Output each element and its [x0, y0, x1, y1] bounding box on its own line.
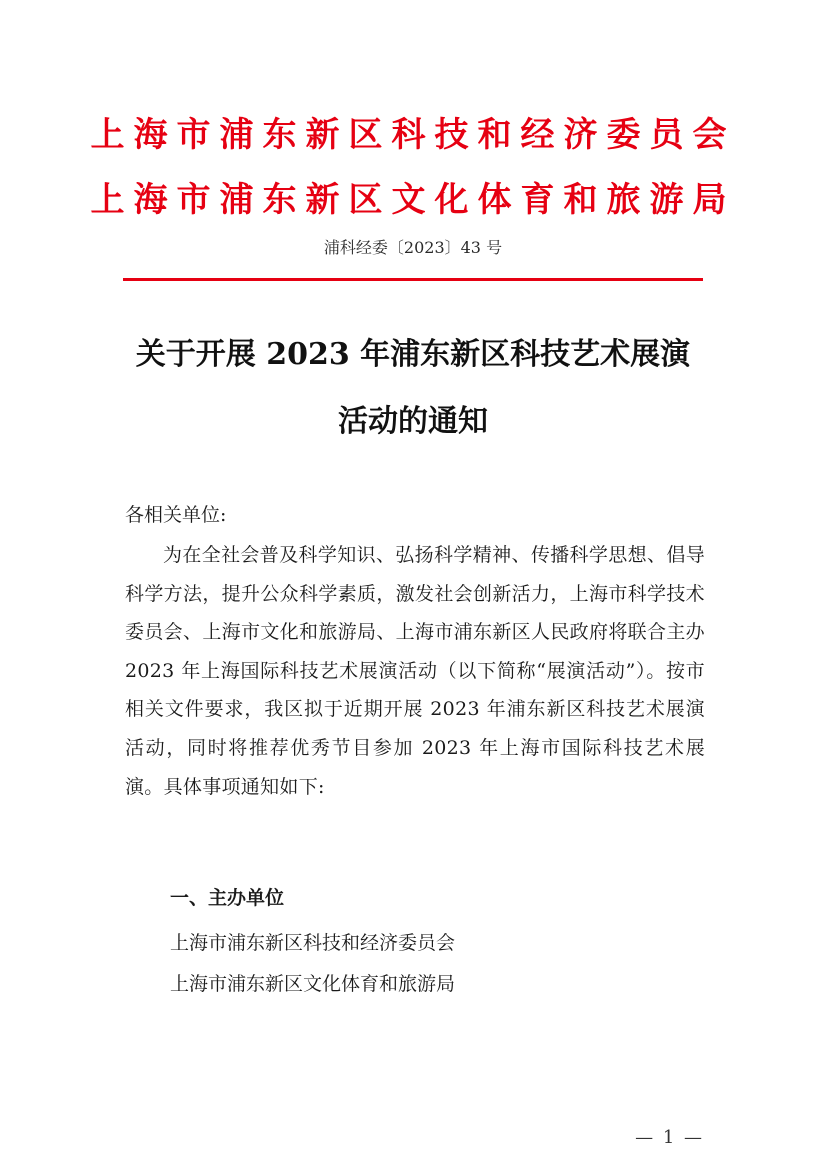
document-title-line-1: 关于开展 2023 年浦东新区科技艺术展演	[135, 337, 691, 372]
organizer-item: 上海市浦东新区科技和经济委员会	[170, 932, 456, 954]
red-divider-line	[123, 278, 703, 281]
salutation: 各相关单位:	[125, 504, 227, 526]
document-title-line-2: 活动的通知	[338, 404, 488, 439]
page-number: — 1 —	[635, 1127, 704, 1148]
issuer-heading-2: 上海市浦东新区文化体育和旅游局	[90, 180, 736, 220]
section-heading-organizers: 一、主办单位	[170, 887, 285, 909]
body-paragraph: 为在全社会普及科学知识、弘扬科学精神、传播科学思想、倡导科学方法，提升公众科学素质，激发社会创新活力，上海市科学技术委员会、上海市文化和旅游局、上海市浦东新区人民政府将联合主办 2023 年上海国际科技艺术展演活动（以下简称“展演活动”）。按市相关文件要求，我区拟于近期开展 2023 年浦东新区科技艺术展演活动，同时将推荐优秀节目参加 2023 年上海市国际科技艺术展演。具体事项通知如下:	[125, 544, 705, 798]
issuer-heading-1: 上海市浦东新区科技和经济委员会	[90, 115, 736, 155]
document-number: 浦科经委〔2023〕43 号	[323, 238, 503, 257]
organizer-item: 上海市浦东新区文化体育和旅游局	[170, 973, 456, 995]
